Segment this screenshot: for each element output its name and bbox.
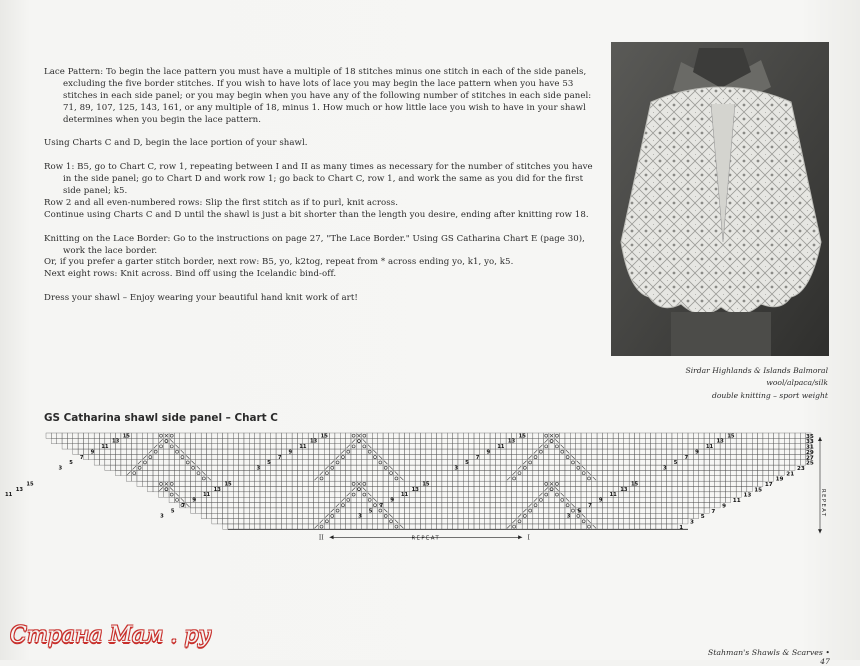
chart-cell-number: 13 bbox=[507, 438, 516, 445]
chart-cell-number: 11 bbox=[705, 444, 714, 451]
chart-row-label: 3 bbox=[690, 519, 694, 526]
chart-row-label: 19 bbox=[775, 476, 784, 483]
chart-cell-number: 11 bbox=[609, 492, 617, 499]
mark-ii: II bbox=[318, 534, 324, 542]
chart-cell-number: 13 bbox=[213, 486, 221, 493]
chart-cell-number: 11 bbox=[202, 492, 211, 499]
knitting-chart-c bbox=[5, 428, 835, 610]
shawl-photo bbox=[611, 42, 829, 356]
chart-cell-number: 9 bbox=[90, 449, 95, 456]
chart-cell-number: 13 bbox=[716, 438, 724, 445]
chart-cell-number: 15 bbox=[727, 433, 735, 440]
chart-cell-number: 15 bbox=[224, 481, 232, 488]
chart-cell-number: 7 bbox=[277, 454, 282, 461]
instructions-text bbox=[44, 67, 596, 305]
chart-cell-number: 13 bbox=[620, 486, 628, 493]
chart-cell-number: 15 bbox=[26, 481, 34, 488]
chart-cell-number: 3 bbox=[58, 465, 63, 472]
chart-cell-number: 9 bbox=[288, 449, 293, 456]
chart-row-label: 27 bbox=[806, 455, 814, 462]
chart-cell-number: 15 bbox=[630, 481, 639, 488]
repeat-vertical-top bbox=[818, 437, 822, 441]
chart-cell-number: 11 bbox=[5, 492, 13, 499]
using-charts-paragraph: Using Charts C and D, begin the lace portion of your shawl. bbox=[44, 138, 308, 149]
chart-cell-number: 13 bbox=[112, 438, 120, 445]
repeat-vertical-bottom bbox=[818, 529, 822, 533]
chart-row-label: 5 bbox=[700, 514, 705, 521]
chart-row-label: 33 bbox=[806, 439, 814, 446]
dress-paragraph: Dress your shawl – Enjoy wearing your beautiful hand knit work of art! bbox=[44, 293, 358, 304]
chart-title: GS Catharina shawl side panel – Chart C bbox=[44, 412, 278, 424]
chart-cell-number: 7 bbox=[79, 454, 84, 461]
chart-cell-number: 9 bbox=[390, 497, 394, 504]
chart-cell-number: 5 bbox=[267, 460, 271, 467]
chart-cell-number: 5 bbox=[368, 508, 373, 515]
chart-row-label: 17 bbox=[764, 482, 773, 488]
caption-weight: double knitting – sport weight bbox=[711, 390, 828, 400]
chart-cell-number: 7 bbox=[588, 502, 592, 509]
page-footer: Stahman's Shawls & Scarves • 47 bbox=[707, 648, 830, 666]
chart-cell-number: 11 bbox=[299, 444, 307, 451]
garter-paragraph: Or, if you prefer a garter stitch border, next row: B5, yo, k2tog, repeat from * across ending yo, k1, yo, k5. bbox=[44, 257, 514, 268]
chart-cell-number: 3 bbox=[256, 465, 261, 472]
chart-row-label: 7 bbox=[711, 508, 716, 515]
chart-row-label: 29 bbox=[806, 449, 814, 456]
chart-cell-number: 15 bbox=[320, 433, 328, 440]
chart-cell-number: 5 bbox=[69, 460, 73, 467]
chart-cell-number: 3 bbox=[566, 513, 571, 520]
caption-fiber: wool/alpaca/silk bbox=[766, 378, 828, 388]
chart-cell-number: 11 bbox=[400, 492, 409, 499]
chart-cell-number: 3 bbox=[160, 513, 164, 520]
repeat-arrow-left bbox=[330, 535, 334, 539]
chart-cell-number: 5 bbox=[465, 460, 469, 467]
chart-cell-number: 13 bbox=[15, 486, 23, 493]
chart-row-label: 21 bbox=[786, 471, 795, 478]
chart-cell-number: 3 bbox=[358, 513, 362, 520]
lace-border-paragraph: Knitting on the Lace Border: Go to the instructions on page 27, "The Lace Border." Using GS Catharina Chart E (page 30), work the lace border. bbox=[44, 233, 585, 256]
chart-cell-number: 9 bbox=[192, 497, 196, 504]
chart-cell-number: 9 bbox=[598, 497, 603, 504]
chart-cell-number: 11 bbox=[497, 444, 505, 451]
chart-cell-number: 5 bbox=[170, 508, 175, 515]
chart-cell-number: 7 bbox=[684, 454, 689, 461]
chart-cell-number: 15 bbox=[422, 481, 430, 488]
chart-cell-number: 5 bbox=[577, 508, 582, 515]
site-watermark: Страна Мам . ру bbox=[10, 623, 212, 648]
chart-cell-number: 13 bbox=[309, 438, 318, 445]
chart-row-label: 15 bbox=[754, 487, 762, 494]
repeat-label-bottom: REPEAT bbox=[411, 535, 441, 542]
chart-row-label: 23 bbox=[797, 465, 805, 472]
chart-cell-number: 5 bbox=[673, 460, 678, 467]
caption-yarn: Sirdar Highlands & Islands Balmoral bbox=[685, 366, 828, 375]
chart-cell-number: 9 bbox=[486, 449, 491, 456]
repeat-label-side: REPEAT bbox=[820, 489, 826, 518]
chart-cell-number: 9 bbox=[695, 449, 699, 456]
chart-cell-number: 3 bbox=[454, 465, 459, 472]
chart-row-label: 9 bbox=[722, 503, 727, 510]
mark-i: I bbox=[527, 534, 530, 542]
lace-pattern-paragraph: Lace Pattern: To begin the lace pattern you must have a multiple of 18 stitches minus one stitch in each of the side panels, excluding the five border stitches. If you wish to have lots of lace you may begin the lace pattern when you have 53 stitches in each side panel; or you may begin when you have any of the following number of stitches in each side panel: 71, 89, 107, 125, 143, 161, or any multiple of 18, minus 1. How much or how little lace you wish to have in your shawl determines when you begin the lace pattern. bbox=[44, 67, 592, 125]
next-eight-paragraph: Next eight rows: Knit across. Bind off using the Icelandic bind-off. bbox=[44, 269, 337, 280]
chart-cell-number: 11 bbox=[101, 444, 109, 451]
chart-row-label: 11 bbox=[732, 498, 741, 505]
chart-cell-number: 7 bbox=[379, 502, 384, 509]
chart-row-label: 35 bbox=[806, 433, 814, 440]
repeat-arrow-right bbox=[518, 535, 522, 539]
row1-paragraph: Row 1: B5, go to Chart C, row 1, repeating between I and II as many times as necessary for the number of stitches you have in the side panel; go to Chart D and work row 1; go back to Chart C, row 1, and work the same as you did for the first side panel; k5. bbox=[44, 162, 593, 197]
chart-cell-number: 3 bbox=[663, 465, 667, 472]
photo-caption bbox=[640, 365, 828, 402]
chart-cell-number: 7 bbox=[475, 454, 480, 461]
chart-cell-number: 15 bbox=[518, 433, 526, 440]
chart-cell-number: 13 bbox=[411, 486, 419, 493]
chart-row-label: 25 bbox=[806, 460, 814, 467]
row2-paragraph: Row 2 and all even-numbered rows: Slip the first stitch as if to purl, knit across. bbox=[44, 197, 398, 208]
chart-row-label: 1 bbox=[679, 524, 684, 531]
chart-cell-number: 7 bbox=[181, 502, 186, 509]
chart-row-label: 13 bbox=[743, 492, 752, 499]
chart-row-label: 31 bbox=[806, 444, 814, 451]
continue-paragraph: Continue using Charts C and D until the shawl is just a bit shorter than the length you desire, ending after knitting row 18. bbox=[44, 209, 589, 220]
chart-cell-number: 15 bbox=[122, 433, 130, 440]
